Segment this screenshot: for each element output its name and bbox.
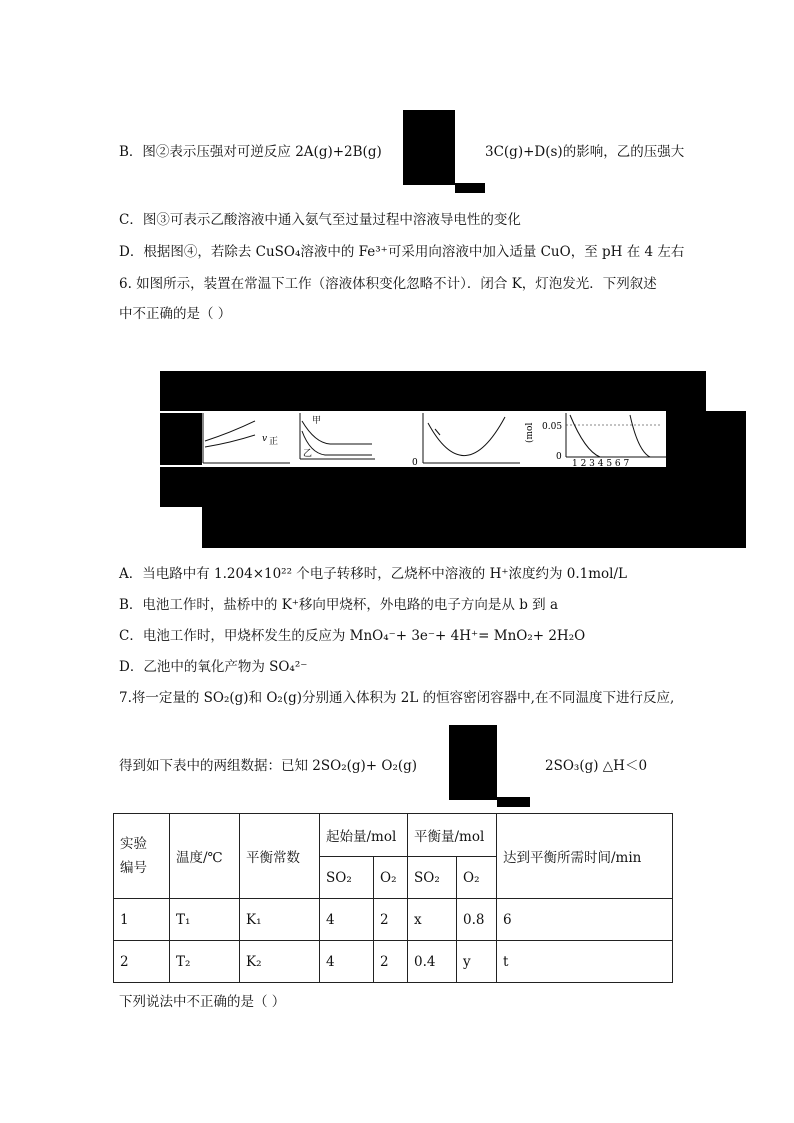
option-b-part1: B．图②表示压强对可逆反应 2A(g)+2B(g) (119, 144, 382, 160)
header-temp: 温度/℃ (170, 814, 240, 899)
cell-so2-eq: 0.4 (408, 941, 457, 983)
cell-t: T₁ (170, 899, 240, 941)
option-d: D．乙池中的氧化产物为 SO₄²⁻ (119, 659, 308, 675)
redaction-block (449, 725, 497, 800)
question-7-stem-cont2: 2SO₃(g) △H＜0 (545, 758, 648, 774)
option-b: B．电池工作时，盐桥中的 K⁺移向甲烧杯，外电路的电子方向是从 b 到 a (119, 597, 558, 613)
cell-so2-start: 4 (320, 941, 374, 983)
cell-n: 2 (114, 941, 170, 983)
tick-labels: 1 2 3 4 5 6 7 (572, 459, 630, 467)
option-b-part2: 3C(g)+D(s)的影响，乙的压强大 (485, 144, 685, 160)
cell-o2-start: 2 (374, 941, 408, 983)
label-zero: 0 (412, 458, 418, 467)
header-k: 平衡常数 (240, 814, 320, 899)
cell-t: T₂ (170, 941, 240, 983)
cell-o2-eq: y (457, 941, 497, 983)
redaction-block (160, 413, 202, 465)
header-exp-no: 实验编号 (114, 814, 170, 899)
question-7-prompt: 下列说法中不正确的是（ ） (119, 994, 286, 1010)
cell-time: t (497, 941, 673, 983)
option-d: D．根据图④，若除去 CuSO₄溶液中的 Fe³⁺可采用向溶液中加入适量 CuO，至 pH 在 4 左右 (119, 244, 685, 260)
label-yi: 乙 (303, 449, 313, 459)
question-7-stem: 7.将一定量的 SO₂(g)和 O₂(g)分别通入体积为 2L 的恒容密闭容器中,在不同温度下进行反应, (119, 690, 675, 706)
header-eq: 平衡量/mol (408, 814, 497, 857)
option-a: A．当电路中有 1.204×10²² 个电子转移时，乙烧杯中溶液的 H⁺浓度约为 0.1mol/L (119, 566, 628, 582)
cell-so2-start: 4 (320, 899, 374, 941)
cell-so2-eq: x (408, 899, 457, 941)
header-o2: O₂ (374, 857, 408, 899)
label-mol: (mol (525, 422, 535, 443)
cell-k: K₁ (240, 899, 320, 941)
option-c: C．电池工作时，甲烧杯发生的反应为 MnO₄⁻+ 3e⁻+ 4H⁺= MnO₂+ 2H₂O (119, 628, 586, 644)
label-005: 0.05 (542, 422, 563, 432)
header-start: 起始量/mol (320, 814, 408, 857)
cell-n: 1 (114, 899, 170, 941)
redaction-block (403, 110, 455, 185)
header-o2: O₂ (457, 857, 497, 899)
redaction-block (455, 183, 485, 193)
figure-strip (160, 411, 666, 467)
header-so2: SO₂ (408, 857, 457, 899)
cell-k: K₂ (240, 941, 320, 983)
label-0: 0 (556, 452, 562, 462)
table-row (114, 899, 673, 941)
redaction-block (160, 467, 746, 507)
label-v: v (262, 434, 268, 444)
redaction-block (202, 507, 746, 548)
question-6-stem: 6. 如图所示，装置在常温下工作（溶液体积变化忽略不计）．闭合 K，灯泡发光．下列叙述 (119, 276, 657, 292)
header-time: 达到平衡所需时间/min (497, 814, 673, 899)
redaction-block (497, 797, 530, 807)
cell-time: 6 (497, 899, 673, 941)
header-so2: SO₂ (320, 857, 374, 899)
question-7-stem-cont: 得到如下表中的两组数据：已知 2SO₂(g)+ O₂(g) (119, 758, 418, 774)
table-row (114, 941, 673, 983)
question-6-stem-cont: 中不正确的是（ ） (119, 306, 232, 322)
data-table (113, 813, 673, 983)
label-v-sub: 正 (269, 437, 279, 447)
option-c: C．图③可表示乙酸溶液中通入氨气至过量过程中溶液导电性的变化 (119, 212, 521, 228)
label-jia: 甲 (312, 416, 322, 426)
redaction-block (666, 411, 746, 467)
redaction-block (160, 371, 706, 411)
cell-o2-start: 2 (374, 899, 408, 941)
cell-o2-eq: 0.8 (457, 899, 497, 941)
